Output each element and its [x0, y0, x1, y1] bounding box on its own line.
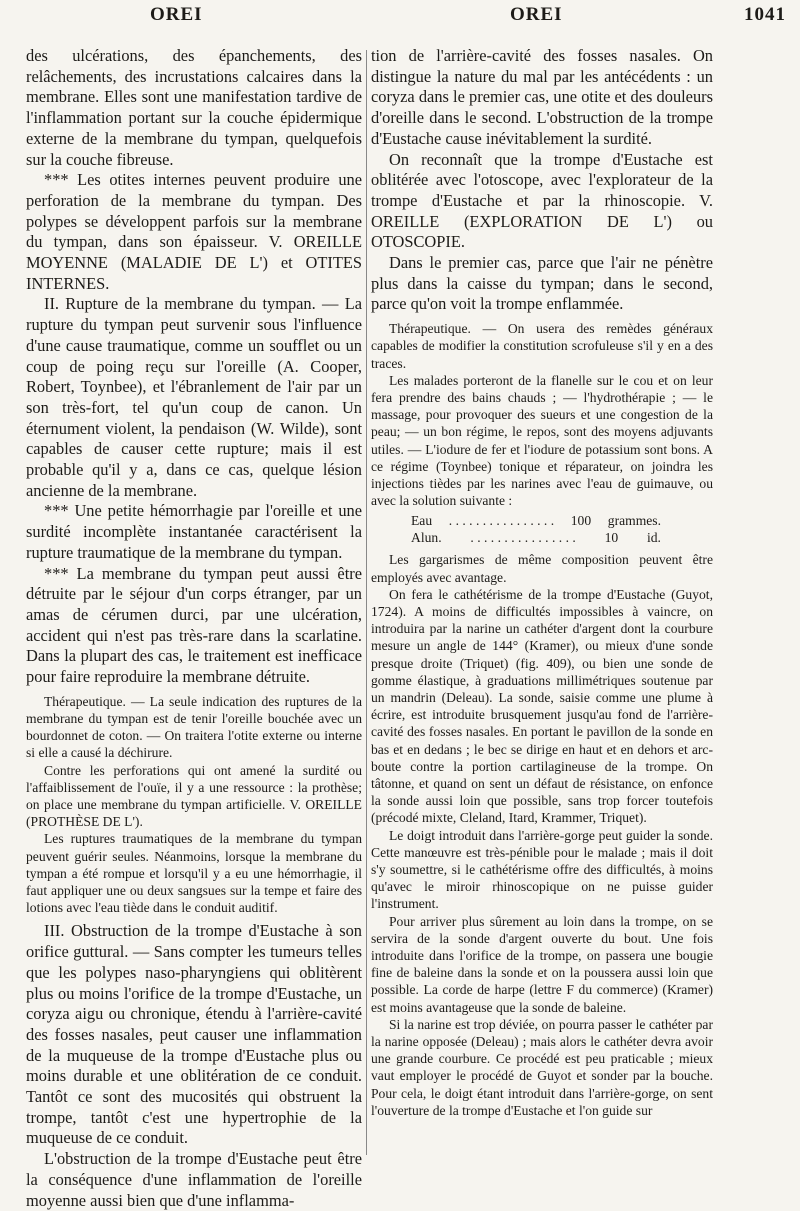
paragraph: Le doigt introduit dans l'arrière-gorge peut guider la sonde. Cette manœuvre est très-pénible pour le malade ; mais il doit s'y soumettre, si le cathétérisme offre des difficultés, à moins qu'avec le miroir rhinoscopique on ne puisse guider l'instrument.	[371, 827, 713, 912]
section-obstruction-trompe: III. Obstruction de la trompe d'Eustache à son orifice guttural. — Sans compter les tumeurs telles que les polypes naso-pharyngiens qui oblitèrent plus ou moins l'orifice de la trompe d'Eustache, un coryza aigu ou chronique, étendu à l'arrière-cavité des fosses nasales, peut causer une inflammation de la muqueuse de la trompe d'Eustache plus ou moins durable et une oblitération de ce conduit. Tantôt ce sont des mucosités qui obstruent la trompe, tantôt c'est une hypertrophie de la muqueuse de ce conduit.	[26, 921, 362, 1148]
page-number: 1041	[744, 4, 786, 25]
therapeutique-paragraph: Thérapeutique. — On usera des remèdes généraux capables de modifier la constitution scrofuleuse s'il y en a des traces.	[371, 321, 713, 371]
paragraph: Si la narine est trop déviée, on pourra passer le cathéter par la narine opposée (Deleau) ; mais alors le cathéter devra avoir une grande courbure. Ce procédé est peu praticable ; mieux vaut employer le procédé de Guyot et sonder par la bouche. Pour cela, le doigt étant introduit dans l'arrière-gorge, on sent l'ouverture de la trompe d'Eustache et l'on guide sur	[371, 1016, 713, 1118]
left-column	[26, 46, 362, 1210]
paragraph: *** La membrane du tympan peut aussi être détruite par le séjour d'un corps étranger, par un amas de cérumen durci, par une ulcération, accident qui n'est pas très-rare dans la scarlatine. Dans la plupart des cas, le traitement est inefficace pour faire reproduire la membrane détruite.	[26, 563, 362, 687]
formula-dots: . . . . . . . . . . . . . . . .	[448, 513, 555, 529]
paragraph: Les malades porteront de la flanelle sur le cou et on leur fera prendre des bains chauds ; — l'hydrothérapie ; — le massage, pour provoquer des sueurs et une congestion de la peau; — un bon régime, le repos, sont des moyens adjuvants utiles. — L'iodure de fer et l'iodure de potassium sont bons. A ce régime (Toynbee) tonique et réparateur, on joindra les injections tièdes par les narines avec l'eau de guimauve, ou avec la solution suivante :	[371, 372, 713, 509]
formula-quantity: 100	[570, 513, 592, 529]
paragraph: *** Une petite hémorrhagie par l'oreille et une surdité incomplète instantanée caractérisent la rupture traumatique de la membrane du tympan.	[26, 501, 362, 562]
paragraph: L'obstruction de la trompe d'Eustache peut être la conséquence d'une inflammation de l'oreille moyenne aussi bien que d'une inflamma-	[26, 1149, 362, 1210]
paragraph: des ulcérations, des épanchements, des relâchements, des incrustations calcaires dans la membrane. Elles sont une manifestation tardive de l'inflammation portant sur la couche épidermique externe de la membrane du tympan, quelquefois sur la couche fibreuse.	[26, 46, 362, 169]
formula-row	[411, 512, 661, 529]
formula-ingredient: Alun.	[411, 530, 442, 546]
paragraph: Contre les perforations qui ont amené la surdité ou l'affaiblissement de l'ouïe, il y a une ressource : la prothèse; on place une membrane du tympan artificielle. V. OREILLE (PROTHÈSE DE L').	[26, 762, 362, 830]
paragraph: On fera le cathétérisme de la trompe d'Eustache (Guyot, 1724). A moins de difficultés impossibles à vaincre, on introduira par la narine un cathéter d'argent dont la courbure mesure un angle de 144° (Kramer), ou mieux d'une sonde presque droite (Triquet) (fig. 409), ou bien une sonde de gomme élastique, à graduations millimétriques soutenue par un mandrin (Deleau). La sonde, saisie comme une plume à écrire, est introduite brusquement jusqu'au fond de l'arrière-cavité des fosses nasales. En portant le pavillon de la sonde en bas et en dedans ; le bec se dirige en haut et en dehors et arc-boute contre la portion cartilagineuse de la trompe. On tâtonne, et quand on sent un défaut de résistance, on enfonce la sonde aussi loin que possible, sans trop forcer toutefois (précodé mixte, Cleland, Itard, Krammer, Triquet).	[371, 586, 713, 826]
paragraph: Les ruptures traumatiques de la membrane du tympan peuvent guérir seules. Néanmoins, lorsque la membrane du tympan a été rompue et lorsqu'il y a eu une hémorrhagie, il faut appliquer une ou deux sangsues sur la tempe et faire des lotions avec l'eau tiède dans le conduit auditif.	[26, 831, 362, 916]
paragraph: Dans le premier cas, parce que l'air ne pénètre plus dans la caisse du tympan; dans le second, parce qu'on voit la trompe enflammée.	[371, 253, 713, 314]
formula-dots: . . . . . . . . . . . . . . . .	[470, 530, 576, 546]
column-divider	[366, 50, 367, 1155]
formula-quantity: 10	[604, 530, 619, 546]
formula-unit: grammes.	[607, 513, 661, 529]
formula-table	[411, 512, 713, 546]
paragraph: tion de l'arrière-cavité des fosses nasales. On distingue la nature du mal par les antécédents : un coryza dans le premier cas, une otite et des douleurs d'oreille dans le second. L'obstruction de la trompe d'Eustache cause inévitablement la surdité.	[371, 46, 713, 148]
paragraph: Les gargarismes de même composition peuvent être employés avec avantage.	[371, 552, 713, 585]
paragraph: *** Les otites internes peuvent produire une perforation de la membrane du tympan. Des polypes se développent parfois sur la membrane du tympan, dans son épaisseur. V. OREILLE MOYENNE (MALADIE DE L') et OTITES INTERNES.	[26, 170, 362, 293]
paragraph: On reconnaît que la trompe d'Eustache est oblitérée avec l'otoscope, avec l'explorateur de la trompe d'Eustache et par la rhinoscopie. V. OREILLE (EXPLORATION DE L') ou OTOSCOPIE.	[371, 149, 713, 252]
formula-ingredient: Eau	[411, 513, 433, 529]
right-column	[371, 46, 713, 1142]
formula-unit: id.	[646, 530, 661, 546]
therapeutique-paragraph: Thérapeutique. — La seule indication des ruptures de la membrane du tympan est de tenir l'oreille bouchée avec un bourdonnet de coton. — On traitera l'otite externe ou interne si elle a causé la déchirure.	[26, 693, 362, 761]
running-header-left: OREI	[150, 4, 203, 25]
paragraph: Pour arriver plus sûrement au loin dans la trompe, on se servira de la sonde d'argent ouverte du bout. Une fois introduite dans l'orifice de la trompe, on passera une bougie fine de baleine dans la sonde et on la poussera aussi loin que possible. La corde de harpe (lettre F du commerce) (Kramer) est moins avantageuse que la sonde de baleine.	[371, 913, 713, 1015]
section-rupture-tympan: II. Rupture de la membrane du tympan. — La rupture du tympan peut survenir sous l'influence d'une cause traumatique, comme un soufflet ou un coup de poing reçu sur l'oreille (A. Cooper, Robert, Toynbee), et l'ébranlement de l'air par un son très-fort, tel qu'un coup de canon. Un éternument violent, la pendaison (W. Wilde), sont capables de causer cette rupture; mais il est probable qu'il y a, dans ce cas, quelque lésion ancienne de la membrane.	[26, 294, 362, 500]
formula-row	[411, 529, 661, 546]
running-header-right: OREI	[510, 4, 563, 25]
